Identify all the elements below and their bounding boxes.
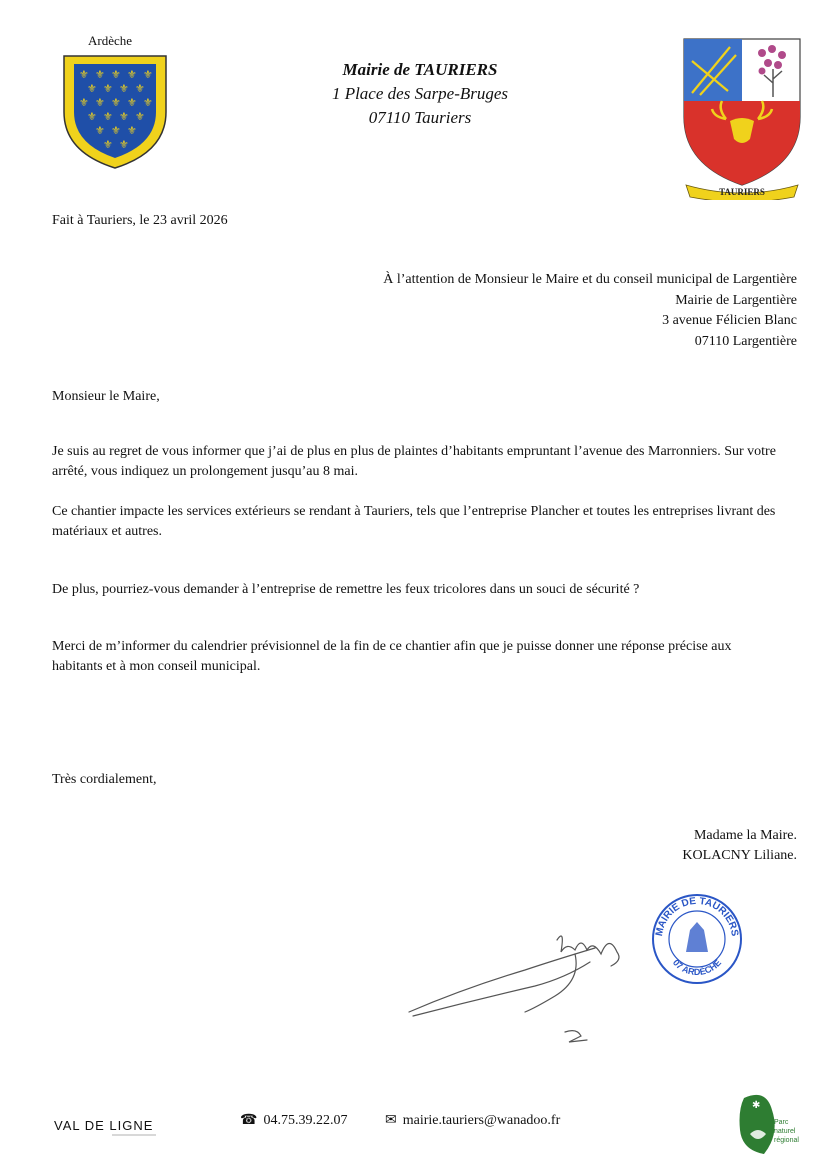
- fleur-de-lys-icon: ⚜: [119, 82, 129, 95]
- fleur-de-lys-icon: ⚜: [135, 110, 145, 123]
- paragraph-schedule-request: Merci de m’informer du calendrier prévisionnel de la fin de ce chantier afin que je puisse donner une réponse précise aux habitants et à mon conseil municipal.: [52, 639, 732, 674]
- phone-number: 04.75.39.22.07: [263, 1113, 348, 1128]
- fleur-de-lys-icon: ⚜: [111, 124, 121, 137]
- fleur-de-lys-icon: ⚜: [103, 138, 113, 151]
- paragraph-impact: Ce chantier impacte les services extérieurs se rendant à Tauriers, tels que l’entreprise Plancher et toutes les entreprises livrant des matériaux et autres.: [52, 504, 776, 539]
- fleur-de-lys-icon: ⚜: [119, 138, 129, 151]
- val-de-ligne-logo: [52, 1108, 162, 1140]
- val-de-ligne-logo-text: VAL DE LIGNE: [54, 1118, 154, 1133]
- fleur-de-lys-icon: ⚜: [135, 82, 145, 95]
- telephone-icon: ☎: [240, 1113, 258, 1128]
- fleur-de-lys-icon: ⚜: [87, 110, 97, 123]
- recipient-org: Mairie de Largentière: [675, 292, 797, 308]
- email-address: mairie.tauriers@wanadoo.fr: [402, 1113, 561, 1128]
- paragraph-complaints: Je suis au regret de vous informer que j’ai de plus en plus de plaintes d’habitants empruntant l’avenue des Marronniers. Sur votre arrêté, vous indiquez un prolongement jusqu’au 8 mai.: [52, 444, 776, 479]
- paragraph-traffic-lights: De plus, pourriez-vous demander à l’entreprise de remettre les feux tricolores dans un souci de sécurité ?: [52, 582, 640, 597]
- fleur-de-lys-icon: ⚜: [127, 124, 137, 137]
- fleur-de-lys-icon: ⚜: [79, 96, 89, 109]
- stamp-top-text: MAIRIE DE TAURIERS: [653, 895, 740, 938]
- handwritten-signature: [405, 900, 645, 1070]
- stamp-bottom-text: 07 ARDÈCHE: [670, 957, 724, 978]
- fleur-de-lys-icon: ⚜: [143, 68, 153, 81]
- fleur-de-lys-icon: ⚜: [95, 68, 105, 81]
- signer-title: Madame la Maire.: [693, 828, 797, 843]
- fleur-de-lys-icon: ⚜: [87, 82, 97, 95]
- official-stamp: [650, 892, 744, 986]
- fleur-de-lys-icon: ⚜: [119, 110, 129, 123]
- greeting: Monsieur le Maire,: [52, 389, 160, 404]
- footer-phone: [240, 1112, 347, 1129]
- closing: Très cordialement,: [52, 772, 157, 787]
- parc-star-icon: ✱: [752, 1100, 761, 1111]
- recipient-street: 3 avenue Félicien Blanc: [662, 313, 797, 328]
- mairie-name: Mairie de TAURIERS: [342, 60, 498, 79]
- parc-logo-line-3: régional: [774, 1137, 799, 1144]
- signer-name: KOLACNY Liliane.: [682, 848, 797, 863]
- fleur-de-lys-icon: ⚜: [127, 96, 137, 109]
- recipient-block: [383, 270, 797, 352]
- footer-email: [385, 1112, 560, 1129]
- recipient-attention: À l’attention de Monsieur le Maire et du conseil municipal de Largentière: [383, 272, 797, 287]
- parc-logo-line-1: Parc: [774, 1119, 789, 1126]
- mairie-address: 1 Place des Sarpe-Bruges: [331, 84, 509, 103]
- recipient-city: 07110 Largentière: [694, 333, 797, 349]
- fleur-de-lys-icon: ⚜: [143, 96, 153, 109]
- fleur-de-lys-icon: ⚜: [127, 68, 137, 81]
- fleur-de-lys-icon: ⚜: [111, 96, 121, 109]
- fleur-de-lys-icon: ⚜: [95, 96, 105, 109]
- tauriers-coat-of-arms: [678, 35, 806, 200]
- fleur-de-lys-icon: ⚜: [111, 68, 121, 81]
- signer-block: [682, 826, 797, 866]
- ardeche-coat-of-arms: [60, 52, 170, 172]
- crest-banner-text: TAURIERS: [719, 187, 765, 197]
- fleur-de-lys-icon: ⚜: [103, 82, 113, 95]
- fleur-de-lys-icon: ⚜: [95, 124, 105, 137]
- fleur-de-lys-icon: ⚜: [79, 68, 89, 81]
- region-label: Ardèche: [88, 33, 133, 48]
- svg-text:07 ARDÈCHE: [671, 958, 723, 978]
- mairie-city: 07110 Tauriers: [368, 108, 472, 127]
- mairie-header: [250, 58, 590, 130]
- date-line: Fait à Tauriers, le 23 avril 2026: [52, 213, 228, 228]
- envelope-icon: ✉: [385, 1113, 397, 1128]
- parc-naturel-regional-logo: [736, 1090, 802, 1160]
- fleur-de-lys-icon: ⚜: [103, 110, 113, 123]
- parc-logo-line-2: naturel: [774, 1128, 796, 1135]
